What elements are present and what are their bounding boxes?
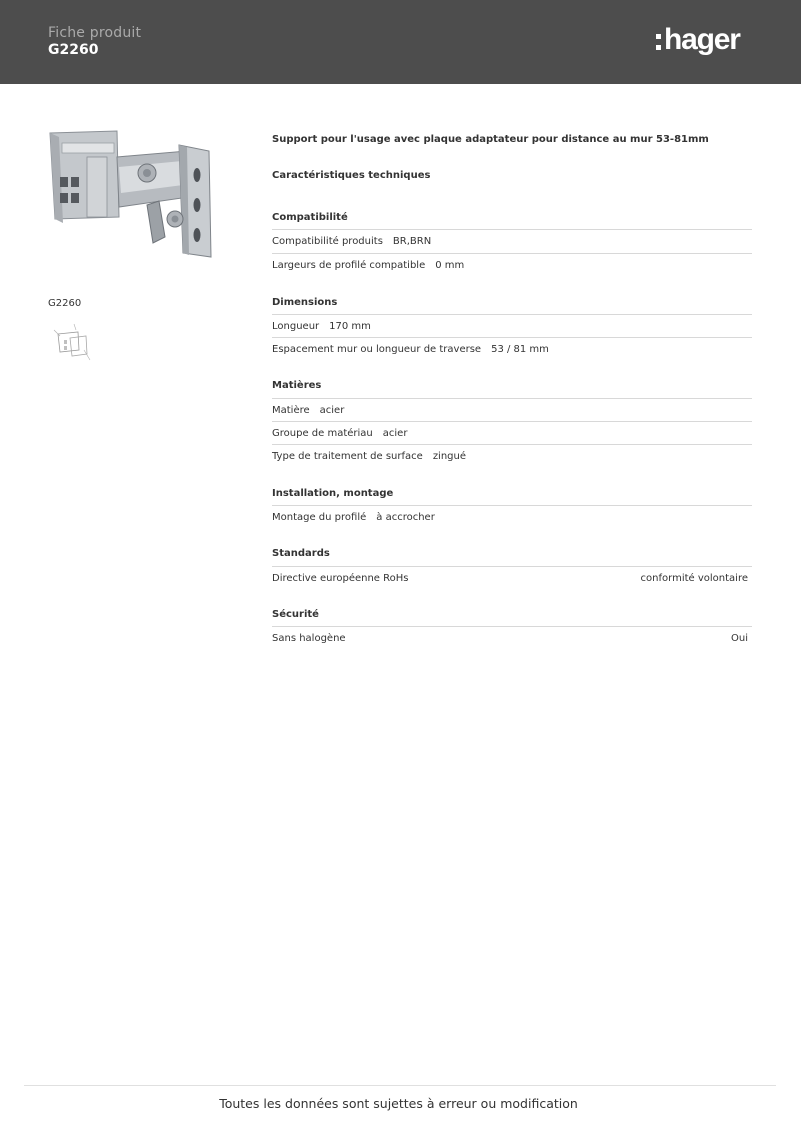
document-type-label: Fiche produit xyxy=(48,25,142,41)
spec-row xyxy=(272,626,752,649)
spec-value: zingué xyxy=(432,450,467,462)
header-bar xyxy=(0,0,801,84)
spec-row xyxy=(272,253,752,276)
footer-disclaimer: Toutes les données sont sujettes à erreur ou modification xyxy=(219,1096,578,1111)
spec-row xyxy=(272,314,752,337)
logo-wordmark: hager xyxy=(664,23,740,56)
spec-label: Compatibilité produits xyxy=(272,235,383,247)
product-photo xyxy=(47,127,215,261)
technical-characteristics-heading: Caractéristiques techniques xyxy=(272,170,431,181)
spec-label: Type de traitement de surface xyxy=(272,450,423,462)
hager-logo xyxy=(656,24,756,60)
spec-label: Espacement mur ou longueur de traverse xyxy=(272,343,482,355)
spec-value: 0 mm xyxy=(435,259,465,271)
spec-label: Montage du profilé xyxy=(272,511,367,523)
spec-value: à accrocher xyxy=(376,511,435,523)
spec-value: acier xyxy=(382,427,408,439)
spec-label: Groupe de matériau xyxy=(272,427,373,439)
spec-label: Largeurs de profilé compatible xyxy=(272,259,426,271)
section-title-materials: Matières xyxy=(272,380,322,391)
spec-label: Longueur xyxy=(272,320,320,332)
spec-row xyxy=(272,229,752,252)
spec-row xyxy=(272,505,752,528)
spec-value: Oui xyxy=(731,632,748,644)
technical-drawing-thumbnail[interactable] xyxy=(48,320,94,366)
spec-row xyxy=(272,421,752,444)
spec-value: acier xyxy=(319,404,345,416)
section-title-safety: Sécurité xyxy=(272,609,319,620)
spec-value: BR,BRN xyxy=(392,235,432,247)
product-description: Support pour l'usage avec plaque adaptateur pour distance au mur 53-81mm xyxy=(272,134,709,145)
spec-row xyxy=(272,566,752,589)
section-title-dimensions: Dimensions xyxy=(272,297,338,308)
spec-value: 170 mm xyxy=(329,320,371,332)
spec-row xyxy=(272,337,752,360)
section-title-installation: Installation, montage xyxy=(272,488,394,499)
section-title-standards: Standards xyxy=(272,548,330,559)
spec-row xyxy=(272,398,752,421)
spec-value: 53 / 81 mm xyxy=(491,343,549,355)
spec-label: Directive européenne RoHs xyxy=(272,572,409,584)
section-title-compatibility: Compatibilité xyxy=(272,212,348,223)
logo-colon-mark xyxy=(656,34,662,52)
spec-label: Sans halogène xyxy=(272,632,346,644)
product-code-title: G2260 xyxy=(48,42,99,58)
footer-divider xyxy=(24,1085,776,1086)
image-caption: G2260 xyxy=(48,298,82,309)
spec-label: Matière xyxy=(272,404,310,416)
spec-row xyxy=(272,444,752,467)
spec-value: conformité volontaire xyxy=(640,572,748,584)
